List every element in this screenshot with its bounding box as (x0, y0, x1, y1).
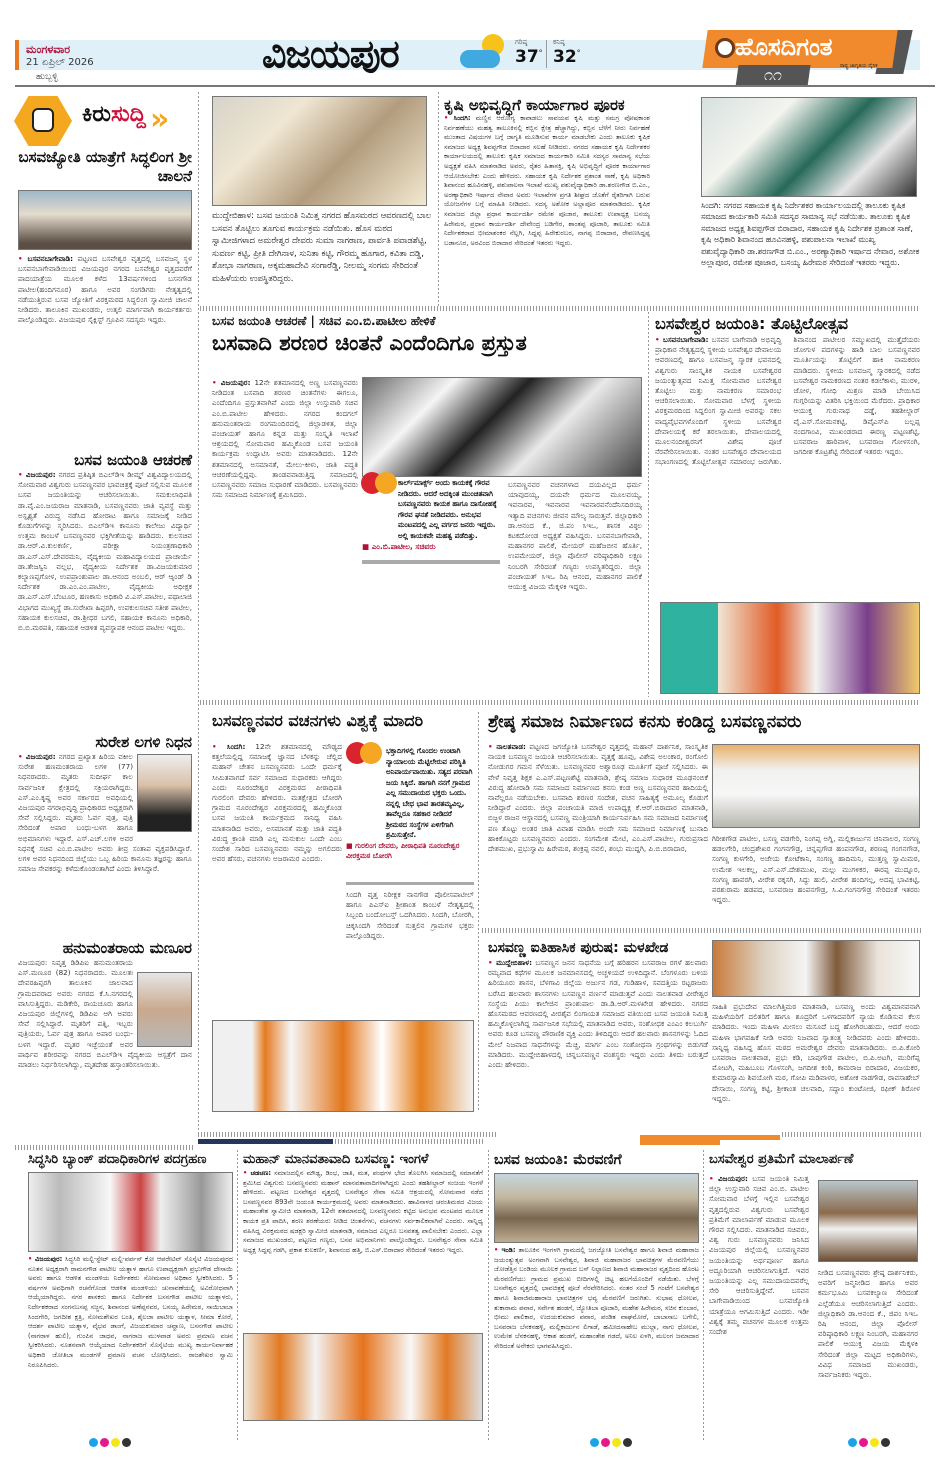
registration-dot-cyan (89, 1438, 98, 1447)
dateline: • ಬಸವನಬಾಗೇವಾಡಿ: (18, 254, 73, 263)
dateline: • ವಿಜಯಪುರ: (212, 378, 250, 387)
pull-quote-attribution: ■ ಎಂ.ಬಿ.ಪಾಟೀಲ, ಸಚಿವರು (362, 541, 500, 552)
article-body (444, 114, 650, 248)
body-text: ನಗರದ ಪ್ರತಿಷ್ಠಿತ ಬಿಎಲ್‌ಡಿಇ ಡೀಮ್ಡ್ ವಿಶ್ವವಿದ್ಯಾಲಯದಲ್ಲಿ ಸೋಮವಾರ ವಿಶ್ವಗುರು ಬಸವಣ್ಣನವರ ಭಾವಚಿತ್ರಕ್ಕೆ ಪೂಜೆ ಸಲ್ಲಿಸುವ ಮೂಲಕ ಬಸವ ಜಯಂತಿಯನ್ನು ಆಚರಿಸಲಾಯಿತು. ಸಮಕುಲಾಧಿಪತಿ ಡಾ.ವೈ.ಎಂ.ಜಯರಾಜ ಮಾತನಾಡಿ, ಬಸವಣ್ಣನವರು ಜಾತಿ ವ್ಯವಸ್ಥೆ ಮತ್ತು ಅಸ್ಪೃಶ್ಯತೆ ವಿರುದ್ಧ ನಡೆಸಿದ ಹೋರಾಟ ಹಾಗೂ ಸಮಾಜಕ್ಕೆ ನೀಡಿದ ಕೊಡುಗೆಗಳನ್ನು ಸ್ಮರಿಸಿದರು. ಬಿಎಲ್‌ಡಿಇ ಕಾನೂನು ಕಾಲೇಜು ವಿದ್ಯಾರ್ಥಿ ಉತ್ತಮ ಕಾಂಬಳೆ ಬಸವಣ್ಣನವರ ಭಕ್ತಿಗೀತೆಯನ್ನು ಹಾಡಿದರು. ಕುಲಸಚಿವ ಡಾ.ಆರ್.ವಿ.ಕುಲಕರ್ಣಿ, ಪರೀಕ್ಷಾ ನಿಯಂತ್ರಣಾಧಿಕಾರಿ ಡಾ.ಎಸ್.ಎಸ್.ದೇವರಮನಿ, ವೈದ್ಯಕೀಯ ಮಹಾವಿದ್ಯಾಲಯದ ಪ್ರಾಚಾರ್ಯೆ ಡಾ.ತೇಜಸ್ವಿನಿ ವಲ್ಲಭ, ವೈದ್ಯಕೀಯ ನಿರ್ದೇಶಕ ಡಾ.ವಿಜಯಕುಮಾರ ಕಲ್ಯಾಣಪ್ಪಗೋಳ, ಉಪಪ್ರಾಂಶುಪಾಲ ಡಾ.ಆನಂದ ಅಂಬಲಿ, ಆರ್ ಆ್ಯಂಡ್ ಡಿ ನಿರ್ದೇಶಕ ಡಾ.ಎಂ.ಎಂ.ಪಾಟೀಲ, ವೈದ್ಯಕೀಯ ಅಧೀಕ್ಷಕ ಡಾ.ಎಸ್.ಎಸ್.ಬೆಂಟೂರ, ಹಣಕಾಸು ಅಧಿಕಾರಿ ವಿ.ಎಸ್.ಪಾಟೀಲ, ಪಥಾಲಾಜಿ ವಿಭಾಗದ ಮುಖ್ಯಸ್ಥೆ ಡಾ.ಸುರೇಖಾ ಹಿಪ್ಪರಗಿ, ಉಪಕುಲಸಚಿವ ಸತೀಶ ಪಾಟೀಲ, ಸಹಾಯಕ ಕುಲಸಚಿವ, ಡಾ.ಶ್ರೀಧರ ಬಗಲಿ, ಸಹಾಯಕ ಕಾನೂನು ಅಧಿಕಾರಿ, ಬಿ.ಬಿ.ಮಠಪತಿ, ಸಹಾಯಕ ಆಡಳಿತ ವ್ಯವಸ್ಥಾಪಕ ಆನಂದ ಪಾಟೀಲ ಇದ್ದರು. (18, 470, 192, 633)
temp-max-value: 37 (515, 47, 539, 67)
photo-caption: ಗಿರೀಶಗೌಡ ಪಾಟೀಲ, ಬಸಣ್ಣ ವಡಗೇರಿ, ನಿಂಗಪ್ಪ ಅಗ್ನಿ, ಮಲ್ಲಿಕಾರ್ಜುನ ಚನಿವಾಲರ, ಸಂಗಣ್ಣ ಹಡಲಗೇರಿ, ಚಂದ್ರಶೇಖರ ಗಂಗನಗೌಡ್ರ, ಚನ್ನಪ್ಪಗೌಡ ಹಂಪನಗೌಡ, ಶರಣಪ್ಪ ಗಂಗನಗೌಡ, ಸಂಗಣ್ಣ ಕುಳಗೇರಿ, ಅಜೇಯ ಕೋಟೆಕಾನಿ, ಸಂಗಣ್ಣ ಹಾದಿಮನಿ, ಮುತ್ತಣ್ಣ ಸ್ವಾಮಿಮಠ, ಉಮೇಶ ಇಲಕಲ್ಲ, ಎಸ್.ಎಸ್.ದೇಶಮುಖ, ಮಲ್ಲು ಮುಗಳಿಕರ, ಈರಪ್ಪ ಮುದ್ನೂರ, ಸಂಗಣ್ಣ ಹಾವರಗಿ, ವೀರೇಶ ರಕ್ಕಸಗಿ, ಸಿದ್ದು ಹುಲಿ, ವೀರೇಶ ಹಂದಿಗಲ್ಲ, ಅದಪ್ಪ ಭಾವಿಕಟ್ಟಿ, ಪರಶುರಾಮ ಹಡಪದ, ಬಸವರಾಜ ಹಂಪನಗೌಡ್ರ, ಸಿ.ವಿ.ಗಂಗನಗೌಡ್ರ ಸೇರಿದಂತೆ ಇತರರು ಇದ್ದರು. (712, 834, 920, 905)
body-text: ಸಮಾಜದಲ್ಲಿನ ಮೌಢ್ಯ, ಡಿಂಭ, ಜಾತಿ, ಮತ, ಪಂಥಗಳ ಭೇದ ತೊಲಗಿಸಿ ಸಮಾಜದಲ್ಲಿ ಸಮಾನತೆಗೆ ಶ್ರಮಿಸಿದ ವಿಶ್ವಗುರು ಬಸವಣ್ಣನವರು ಮಹಾನ್ ಮಾನವತಾವಾದಿಗಳಾಗಿದ್ದರು ಎಂದು ತಹಶೀಲ್ದಾರ್ ಸಂಜಯ ಇಂಗಳೆ ಹೇಳಿದರು. ಪಟ್ಟಣದ ಬಸವೇಶ್ವರ ವೃತ್ತದಲ್ಲಿ ಬಸವೇಶ್ವರ ಸೇವಾ ಸಮಿತಿ ಆಶ್ರಯದಲ್ಲಿ ಸೋಮವಾರ ನಡೆದ ಬಸವಣ್ಣನವರ 893ನೇ ಜಯಂತಿ ಕಾರ್ಯಕ್ರಮದಲ್ಲಿ ಅವರು ಮಾತನಾಡಿದರು. ಹಾವಿನಾಳದ ಚರಂತಿಮಠದ ವಿಜಯ ಮಹಾಂತೇಶ ಸ್ವಾಮೀಜಿ ಮಾತನಾಡಿ, 12ನೇ ಶತಮಾನದಲ್ಲಿ ಬಸವಣ್ಣನವರು ಕಟ್ಟಿದ ಅನುಭವ ಮಂಟಪದ ಮೂಲಕ ಕಾಯಕ ಪ್ರತಿ ಪಾದಿಸಿ, ಶರಣ ಶರಣೆಯರು ನೀಡಿದ ಚಿಂತನೆಗಳು, ವಚನಗಳು ಸರ್ವಕಾಲಿಕವಾಗಿವೆ ಎಂದರು. ಸಾನ್ನಿಧ್ಯ ವಹಿಸಿದ್ದ ವಿರಕ್ತಮಠದ ಷಡಕ್ಷರಿ ಸ್ವಾಮೀಜಿ ಮಾತನಾಡಿ, ಸಮಾಜದ ಎಲ್ಲರೂ ಬಸವತತ್ವ ಪಾಲಿಸಬೇಕು ಎಂದರು. ಎಲ್ಲಾ ಸಮಾಜದ ಮುಖಂಡರು, ಪಟ್ಟಣದ ಗಣ್ಯರು, ಬಸವ ಅಭಿಮಾನಿಗಳು ಪಾಲ್ಗೊಂಡಿದ್ದರು. ಬಸವೇಶ್ವರ ಸೇವಾ ಸಮಿತಿ ಅಧ್ಯಕ್ಷ ಸಿದ್ದಪ್ಪ ಗಡಗಿ, ಪ್ರಕಾಶ ಕುಲಕರ್ಣಿ, ಶಿವಾನಂದ ಹತ್ತಿ, ಬಿ.ಎಸ್.ಬಿರಾದಾರ ಸೇರಿದಂತೆ ಇತರರು ಇದ್ದರು. (243, 1169, 483, 1254)
section-accent-bar (640, 1140, 720, 1145)
kirusuddi-label-b: ಸುದ್ದಿ (110, 102, 146, 127)
registration-dot-magenta (859, 1438, 868, 1447)
photo-sindagi-meeting (701, 97, 917, 197)
masthead-date: 21 ಏಪ್ರಿಲ್ 2026 (26, 57, 94, 68)
section-rule (200, 306, 920, 311)
section-rule (782, 1132, 922, 1137)
article-meravanige (494, 1150, 699, 1352)
article-suresh-lagali (18, 732, 192, 874)
temp-divider (546, 40, 547, 68)
article-basava-acharane (18, 450, 192, 633)
article-body (212, 378, 358, 698)
dateline: • ವಿಜಯಪುರ: (18, 470, 56, 479)
body-text: ಪಟ್ಟಣದ ಬಸವೇಶ್ವರ ವೃತ್ತದಲ್ಲಿ ಬಸವಜನ್ಮ ಸ್ಥಳ ಬಸವನಬಾಗೇವಾಡಿಯಿಂದ ವಿಜಯಪುರ ನಗರದ ಬಸವೇಶ್ವರ ವೃತ್ತದವರೆಗೆ ಪಾದಯಾತ್ರೆಯ ಮೂಲಕ ಕಳೆದ 13ವರ್ಷಗಳಿಂದ ಬಸನಗೌಡ ಪಾಟೀಲ(ಹಂದಿಗನೂರ) ಹಾಗೂ ಅವರ ಸಂಗಡಿಗರು ನೇತೃತ್ವದಲ್ಲಿ ನಡೆಯುತ್ತಿರುವ ಬಸವ ಜ್ಯೋತಿಗೆ ವಿರಕ್ತಮಠದ ಸಿದ್ಧಲಿಂಗ ಸ್ವಾಮೀಜಿ ಚಾಲನೆ ನೀಡಿದರು. ತಾಲೂಕಿನ ಮುಖಂಡರು, ಉತ್ಕಲಿ ಮಾರ್ಗವಾಗಿ ಕಾರ್ಯಕರ್ತರು ಪಾಲ್ಗೊಂಡಿದ್ದರು. ವಿಜಯಪುರ ಸೈಕ್ಲಿಸ್ಟ್ ಗ್ರೂಪಿನ ಸದಸ್ಯರು ಇದ್ದರು. (18, 254, 192, 325)
dateline: • ಇಂಡಿ: (494, 1246, 515, 1254)
dateline: • ವಿಜಯಪುರ: (28, 1255, 62, 1263)
article-body (28, 1255, 233, 1370)
article-body (243, 1169, 483, 1329)
column-divider (198, 92, 199, 1132)
pull-quote-rule (362, 560, 500, 564)
temp-min-value: 32 (553, 47, 577, 67)
article-body (488, 742, 708, 927)
column-divider (648, 312, 649, 697)
article-thottilothsava (655, 313, 920, 587)
body-text: ತಾಲೂಕಿನ ಇಂಗಳಗಿ ಗ್ರಾಮದಲ್ಲಿ ಜಗಜ್ಯೋತಿ ಬಸವೇಶ್ವರ ಹಾಗೂ ಶಿವಾಜಿ ಮಹಾರಾಜ ಜಯಂತ್ಯುತ್ಸವ ಅಂಗವಾಗಿ ಬಸವೇಶ್ವರ, ಶಿವಾಜಿ ಮಹಾರಾಜರ ಭಾವಚಿತ್ರಗಳ ಮೆರವಣಿಗೆಯು ಜೋಡೆತ್ತಿನ ಬಂಡಿಯ ಮೂಲಕ ಗ್ರಾಮದ ಬಸ್ ನಿಲ್ದಾಣದ ಶಿವಾಜಿ ಮಹಾರಾಜರ ವೃತ್ತದಿಂದ ಹೊರಟ ಮೆರವಣಿಗೆಯು ಗ್ರಾಮದ ಪ್ರಮುಖ ಬೀದಿಗಳಲ್ಲಿ ಚಿಟ್ಟ ಹಲಗೆಯೊಂದಿಗೆ ನಡೆಯಿತು. ಬೆಳಗ್ಗೆ ಬಸವೇಶ್ವರ ವೃತ್ತದಲ್ಲಿ ಭಾವಚಿತ್ರಕ್ಕೆ ಪೂಜೆ ನೆರವೇರಿಸಿದರು. ನಂತರ ಸಂಜೆ 5 ಗಂಟೆಗೆ ಬಸವೇಶ್ವರ ಹಾಗೂ ಶಿವಾಜಿಮಹಾರಾಜ ಭಾವಚಿತ್ರಗಳ ಭವ್ಯ ಮೆರವಣಿಗೆ ಜರುಗಿತು. ಸುಭಾಷ ಧೋಲಪ, ತುಕಾರಾಮ ಪವಾರ, ಸರ್ವೇಶ ಹಂಡಗೆ, ಜ್ಯೋತಿಬಾ ಪೂಜಾರಿ, ಮಹೇಶ ಹಿರೇಮಠ, ಸಚಿನ ಕುಂಬಾರ, ಭೀಮು ಪಾಲಿಕಾರ, ಉದಯಕುಮಾರ ಪವಾರ, ಪಂಡಿತ ವಾಘಮೋರೆ, ಬಾಬಾಸಾಬ ಬಗೇಲಿ, ಬಸವರಾಜ ಬೆನಕನಹಳ್ಳಿ, ಮಲ್ಲಿಕಾರ್ಜುನ ಲಿಗಾಡೆ, ಹಮೀದಸಾಹೇಬ ಮುಲ್ಲಾ, ನಾಗು ಧೋಲಪ, ಉಮೇಶ ಬೆನಕನಹಳ್ಳಿ, ಆಕಾಶ ಹಂಡಗೆ, ಮಹಾಂತೇಶ ಗಡದೆ, ಅನಿಲ ಏಳಗಿ, ಮಲಂಗ ಜಮಾದಾರ ಸೇರಿದಂತೆ ಅನೇಕರು ಭಾಗವಹಿಸಿದ್ದರು. (494, 1246, 699, 1350)
article-body: ಬಸವಣ್ಣನವರ ವಚನಗಳಾದ ದಯವಿಲ್ಲದ ಧರ್ಮ ಯಾವುದಯ್ಯ, ದಯವೇ ಧರ್ಮದ ಮೂಲವಯ್ಯ, ಇವನಾರವ, ಇವನಾರವ ಇವನಾರವನೆಂದೆನಿಸದಿರಯ್ಯ ಇತ್ಯಾದಿ ವಚನಗಳು ಜೀವನ ಮೌಲ್ಯ ಸಾರುತ್ತವೆ. ಜಿಲ್ಲಾಧಿಕಾರಿ ಡಾ.ಆನಂದ ಕೆ., ಜಿ.ಪಂ ಸಿಇಒ, ಶಾಸಕ ವಿಠ್ಠಲ ಕಟಕದೋಂಡ ಅಧ್ಯಕ್ಷತೆ ವಹಿಸಿದ್ದರು. ಬಸವನಬಾಗೇವಾಡಿ, ಮಹಾನಗರ ಪಾಲಿಕೆ, ಮೇಯರ್ ಮಹೆಜಬೀನ ಹೊರ್ತಿ, ಉಪಮೇಯರ್, ಜಿಲ್ಲಾ ಪೊಲೀಸ್ ವರಿಷ್ಠಾಧಿಕಾರಿ ಲಕ್ಷ್ಮಣ ನಿಂಬರಗಿ ಸೇರಿದಂತೆ ಗಣ್ಯರು ಉಪಸ್ಥಿತರಿದ್ದರು. ಜಿಲ್ಲಾ ಪಂಚಾಯತ್ ಸಿಇಒ ರಿಷಿ ಆನಂದ, ಮಹಾನಗರ ಪಾಲಿಕೆ ಆಯುಕ್ತ ವಿಜಯ ಮೆಕ್ಕಳಕಿ ಇದ್ದರು. (508, 480, 642, 592)
photo-hanumantharaya (137, 972, 192, 1047)
article-body (655, 335, 920, 587)
article-body (488, 958, 708, 1126)
dateline: • ಬಸವನಬಾಗೇವಾಡಿ: (655, 335, 709, 344)
article-body (212, 742, 342, 1007)
registration-dot-black (122, 1438, 131, 1447)
headline: ಮಹಾನ್ ಮಾನವತಾವಾದಿ ಬಸವಣ್ಣ: ಇಂಗಳೆ (243, 1152, 429, 1167)
dateline: • ಸಿಂದಗಿ: (444, 114, 471, 122)
masthead-accent (15, 40, 19, 70)
article-body (18, 254, 192, 325)
body-text: ಬಸವ ಜಯಂತಿ ನಿಮಿತ್ತ ಜಿಲ್ಲಾ ಉಸ್ತುವಾರಿ ಸಚಿವ ಎಂ.ಬಿ. ಪಾಟೀಲ ಸೋಮವಾರ ಬೆಳಗ್ಗೆ ಇಲ್ಲಿನ ಬಸವೇಶ್ವರ ವೃತ್ತದಲ್ಲಿರುವ ವಿಶ್ವಗುರು ಬಸವೇಶ್ವರ ಪ್ರತಿಮೆಗೆ ಮಾಲಾರ್ಪಣೆ ಮಾಡುವ ಮೂಲಕ ಗೌರವ ಸಲ್ಲಿಸಿದರು. ಮಾತನಾಡಿದ ಸಚಿವರು, ವಿಶ್ವ ಗುರು ಬಸವಣ್ಣನವರು ಜನಿಸಿದ ವಿಜಯಪುರ ಜಿಲ್ಲೆಯಲ್ಲಿ ಬಸವಣ್ಣನವರ ಜಯಂತಿಯನ್ನು ಅರ್ಥಪೂರ್ಣ ಹಾಗೂ ಅದ್ದೂರಿಯಾಗಿ ಆಚರಿಸಲಾಗುತ್ತಿದೆ. ಇವರ ಜಯಂತಿಯನ್ನು ಎಲ್ಲ ಸಮುದಾಯದವರೆಲ್ಲ ಸೇರಿ ಆಚರಿಸುತ್ತಿದ್ದೇವೆ. ಬಸವನ ಬಾಗೇವಾಡಿಯಿಂದ ಬಸವಜ್ಯೋತಿ ಯಾತ್ರೆಯೂ ಆಗಮಿಸುತ್ತಿದೆ ಎಂದರು. ಇಡೀ ವಿಶ್ವಕ್ಕೆ ತಮ್ಮ ವಚನಗಳ ಮೂಲಕ ಉತ್ತಮ ಸಂದೇಶ (709, 1174, 809, 1337)
registration-dot-yellow (870, 1438, 879, 1447)
page-number: ೧೧ (735, 65, 810, 87)
article-malakheda (488, 938, 708, 1126)
body-text: ಸಿದ್ಧಸಿರಿ ಮಲ್ಟಿ-ಸ್ಟೇಟ್ ಮಲ್ಟಿ-ಪರ್ಪಸ್ ಕೋ ಆಪರೇಟಿವ್ ಸೊಸೈಟಿ ವಿಜಯಪುರದ ನೂತನ ಅಧ್ಯಕ್ಷರಾಗಿ ರಾಮನಗೌಡ ಪಾಟೀಲ ಯತ್ನಾಳ ಹಾಗೂ ಉಪಾಧ್ಯಕ್ಷರಾಗಿ ಪ್ರಭುಗೌಡ ದೇಸಾಯಿ ಅವರು ಹಾಗೂ ಆಡಳಿತ ಮಂಡಳಿಯ ನಿರ್ದೇಶಕರು ಸೋಮವಾರ ಅಧಿಕಾರ ಸ್ವೀಕರಿಸಿದರು. 5 ವರ್ಷಗಳ ಅವಧಿಗಾಗಿ ರಚನೆಗೊಂಡ ಆಡಳಿತ ಮಂಡಳಿಯು ಚುನಾವಣೆಯಲ್ಲಿ ಅವಿರೋಧವಾಗಿ ಆಯ್ಕೆಯಾಗಿದ್ದರು. ನಗರ ಶಾಸಕರು ಹಾಗೂ ನಿರ್ದೇಶಕ ಬಸನಗೌಡ ಪಾಟೀಲ ಯತ್ನಾಳರು, ನಿರ್ದೇಶಕರಾದ ಸಂಗನಬಸಪ್ಪ ಸಜ್ಜನ, ಶಿವಾನಂದ ಅಣೆಪ್ಪನವರ, ಬಸಯ್ಯ ಹಿರೇಮಠ, ಸಾಯಿಬಾಬಾ ಸಿಂದಗೇರಿ, ಜಗದೀಶ ಕ್ಷತ್ರಿ, ಸೋಮಶೇಖರ ಬಂತಿ, ಶೈಲಜಾ ಪಾಟೀಲ ಯತ್ನಾಳ, ಸೀಮಾ ಕೋರೆ, ಆದರ್ಶ ಪಾಟೀಲ ಯತ್ನಾಳ, ವೈಭವ ಡಾಂಗೆ, ವಿಜಯಕುಮಾರ ಚವ್ಹಾಣ, ಬಸನಗೌಡ ಪಾಟೀಲ (ನಾಗರಾಳ ಹುಲಿ), ಗುಂಪಿನ ಜಾಧವ, ನಾಗರಾಜ ಮುಳವಾಡ ಅವರು ಪ್ರಮಾಣ ವಚನ ಸ್ವೀಕರಿಸಿದರು. ನೂತನವಾಗಿ ಆಯ್ಕೆಯಾದ ನಿರ್ದೇಶಕರಿಗೆ ಸೊಸೈಟಿಯ ಮುಖ್ಯ ಕಾರ್ಯನಿರ್ವಾಹಕ ಅಧಿಕಾರಿ ಜೋತಿಬಾ ಮಂಡಗಳೆ ಪ್ರಮಾಣ ವಚನ ಬೋಧಿಸಿದರು. ರಾಜಶೇಖರ ಸ್ವಾಮಿ ನಿರೂಪಿಸಿದರು. (28, 1255, 233, 1369)
photo-basava-jyothi (18, 190, 192, 250)
section-rule (482, 928, 922, 933)
column-divider (478, 712, 479, 1112)
photo-thottilothsava (660, 602, 920, 694)
partly-cloudy-icon (460, 50, 500, 68)
dateline: • ಮುದ್ದೇಬಿಹಾಳ: (488, 958, 532, 967)
registration-dot-black (881, 1438, 890, 1447)
headline: ಬಸವ ಜಯಂತಿ ಆಚರಣೆ (74, 451, 192, 469)
body-text: 12ನೇ ಶತಮಾನದಲ್ಲಿ ಅಣ್ಣ ಬಸವಣ್ಣನವರು ನೀಡಿದಂತ ಬಸವಾದಿ ಶರಣರ ಚಿಂತನೆಗಳು ಈಗಲೂ, ಎಂದೆಂದಿಗೂ ಪ್ರಸ್ತುತವಾಗಿವೆ ಎಂದು ಜಿಲ್ಲಾ ಉಸ್ತುವಾರಿ ಸಚಿವ ಎಂ.ಬಿ.ಪಾಟೀಲ ಹೇಳಿದರು. ನಗರದ ಕಂದಗಲ್ ಹನುಮಂತರಾಯ ರಂಗಮಂದಿರದಲ್ಲಿ ಜಿಲ್ಲಾಡಳಿತ, ಜಿಲ್ಲಾ ಪಂಚಾಯತ್ ಹಾಗೂ ಕನ್ನಡ ಮತ್ತು ಸಂಸ್ಕೃತಿ ಇಲಾಖೆ ಆಶ್ರಯದಲ್ಲಿ ಸೋಮವಾರ ಹಮ್ಮಿಕೊಂಡ ಬಸವ ಜಯಂತಿ ಕಾರ್ಯಕ್ರಮ ಉದ್ಘಾಟಿಸಿ ಅವರು ಮಾತನಾಡಿದರು. 12ನೇ ಶತಮಾನದಲ್ಲಿ ಅಸಮಾನತೆ, ಮೇಲು-ಕೀಳು, ಜಾತಿ ಪದ್ಧತಿ ಆಚರಣೆಯಲ್ಲಿದ್ದವು. ತಾಂಡವವಾಡುತ್ತಿದ್ದ ಸಮಾಜದಲ್ಲಿ ಬಸವಣ್ಣನವರು ಸಮಾಜ ಸುಧಾರಣೆ ಮಾಡಿದರು. ಬಸವಣ್ಣನವರು ಸಮ ಸಮಾಜದ ನಿರ್ಮಾಣಕ್ಕೆ ಶ್ರಮಿಸಿದರು. (212, 378, 358, 500)
temp-min (553, 38, 581, 67)
kirusuddi-label (82, 102, 146, 127)
headline: ಬಸವಾದಿ ಶರಣರ ಚಿಂತನೆ ಎಂದೆಂದಿಗೂ ಪ್ರಸ್ತುತ (212, 331, 527, 355)
headline: ಬಸವೇಶ್ವರ ಜಯಂತಿ: ತೊಟ್ಟಿಲೋತ್ಸವ (655, 314, 848, 333)
dateline: • ಚಡಚಣ: (243, 1169, 271, 1177)
registration-dot-magenta (601, 1438, 610, 1447)
registration-dot-yellow (111, 1438, 120, 1447)
pull-quote-text: ಭಕ್ತಾದಿಗಳಲ್ಲಿ ಗೊಂದಲ ಉಂಟಾಗಿ ನ್ಯಾಯಾಲಯ ಮೆಟ್ಟಿಲೇರುವ ಪರಿಸ್ಥಿತಿ ಅನಿವಾರ್ಯವಾಯಿತು. ಸತ್ಯದ ಪರವಾಗಿ ಜಯ ಸಿಕ್ಕಿದೆ. ಹಾಗಾಗಿ ನನಗೆ ಗ್ರಾಮದ ಎಲ್ಲ ಸಮುದಾಯದ ಭಕ್ತರು ಒಂದು. ನನ್ನಲ್ಲಿ ಬೇಧ ಭಾವ ತಾರತಮ್ಯವಿಲ್ಲ, ತಾವೆಲ್ಲರೂ ಸಹಕಾರ ನೀಡಿದರೆ ಶ್ರೀಮಠದ ಸಂಸ್ಥೆಗಳ ಏಳಿಗೆಗಾಗಿ ಶ್ರಮಿಸುತ್ತೇನೆ. (386, 747, 473, 839)
photo-mb-patil-speaking (362, 377, 642, 477)
brand-name: ಹೊಸದಿಗಂತ (735, 33, 833, 61)
headline: ಶ್ರೇಷ್ಠ ಸಮಾಜ ನಿರ್ಮಾಣದ ಕನಸು ಕಂಡಿದ್ದ ಬಸವಣ್ಣನವರು (488, 712, 802, 732)
headline: ಬಸವಣ್ಣನವರ ವಚನಗಳು ವಿಶ್ವಕ್ಕೆ ಮಾದರಿ (212, 711, 424, 730)
masthead-rule (15, 85, 935, 87)
photo-shreshta (712, 744, 920, 828)
column-divider (438, 92, 439, 307)
body-text: ಪಟ್ಟಣದ ಜಗಜ್ಯೋತಿ ಬಸವೇಶ್ವರ ವೃತ್ತದಲ್ಲಿ ಮಹಾನ್ ದಾರ್ಶನಿಕ, ಸಾಂಸ್ಕೃತಿಕ ನಾಯಕ ಬಸವಣ್ಣನ ಜಯಂತಿ ಆಚರಿಸಲಾಯಿತು. ವೃತ್ತಕ್ಕೆ ಹೂವು, ವಿಶೇಷ ಅಲಂಕಾರ, ರಂಗೋಲಿ ನೋಡುಗರ ಗಮನ ಸೆಳೆಯಿತು. ಬಸವಣ್ಣನವರ ಅಶ್ವಾರೂಢ ಮೂರ್ತಿಗೆ ಪೂಜೆ ಸಲ್ಲಿಸಿದರು. ಈ ವೇಳೆ ನಿವೃತ್ತ ಶಿಕ್ಷಕ ಎ.ಎಸ್.ಪಟ್ಟಣಶೆಟ್ಟಿ ಮಾತನಾಡಿ, ಶ್ರೇಷ್ಠ ಸಮಾಜ ಸುಧಾರಕ ಮೂಢನಂಬಿಕೆ ವಿರುದ್ಧ ಹೋರಾಡಿ ಸಮ ಸಮಾಜದ ನಿರ್ಮಾಣದ ಕನಸು ಕಂಡ ಅಣ್ಣ ಬಸವಣ್ಣನವರ ಹಾದಿಯಲ್ಲಿ ನಾವೆಲ್ಲರೂ ನಡೆಯಬೇಕು. ಬಸವಾದಿ ಶರಣರ ಸಂದೇಶ, ವಚನ ಸಾಹಿತ್ಯಕ್ಕೆ ಅಮೂಲ್ಯ ಕೊಡುಗೆ ನೀಡಿದ್ದಾರೆ ಎಂದರು. ಜಿಲ್ಲಾ ಪಂಚಾಯತಿ ಮಾಜಿ ಉಪಾಧ್ಯಕ್ಷ ಕೆ.ಆರ್.ಬಿರಾದಾರ ಮಾತನಾಡಿ, ಬಿಜ್ಜಳ ರಾಜನ ಆಸ್ಥಾನದಲ್ಲಿ ಬಸವಣ್ಣ ಮಂತ್ರಿಯಾಗಿ ಕಾರ್ಯನಿರ್ವಹಿಸಿ ಸಮ ಸಮಾಜದ ನಿರ್ಮಾಣಕ್ಕೆ ಪಣ ತೊಟ್ಟು ಅಂತರ ಜಾತಿ ವಿವಾಹ ಮಾಡಿಸಿ ಅಂದೇ ಸಮ ಸಮಾಜದ ನಿರ್ಮಾಣಕ್ಕೆ ಬುನಾದಿ ಹಾಕಿಕೊಟ್ಟರು ಬಸವಣ್ಣನವರು ಎಂದರು. ಸಂಗಮೇಶ ಮೇಟಿ, ಎಂ.ಎಸ್.ಪಾಟೀಲ, ಗುರುಪ್ರಸಾದ ದೇಶಮುಖ, ಪ್ರಭುಸ್ವಾಮಿ ಹಿರೇಮಠ, ಶಂಕ್ರಪ್ಪ ನವಲಿ, ಶಂಭು ಮುದ್ದಗಿ, ಪಿ.ಬಿ.ಬಿರಾದಾರ, (488, 742, 708, 854)
article-krushi (444, 96, 650, 248)
photo-basaveshwara-statue (818, 1180, 918, 1262)
headline: ಬಸವಣ್ಣ ಐತಿಹಾಸಿಕ ಪುರುಷ: ಮಳಖೇಡ (488, 940, 669, 956)
section-accent-bar (198, 1139, 333, 1144)
kirusuddi-label-a: ಕಿರು (82, 102, 111, 127)
chevron-right-icon: » (150, 102, 170, 137)
article-body: ನೀಡಿದ ಬಸವಣ್ಣನವರು ಶ್ರೇಷ್ಠ ದಾರ್ಶನಿಕರು, ಅವರಿಗೆ ಜನ್ಮನೀಡಿದ ಹಾಗೂ ಅವರ ಕರ್ಮಭೂಮಿ ಬಸವಕಲ್ಯಾಣ ಸೇರಿದಂತೆ ಎಲ್ಲೆಡೆಯೂ ಆಚರಿಸಲಾಗುತ್ತಿದೆ ಎಂದರು. ಜಿಲ್ಲಾಧಿಕಾರಿ ಡಾ.ಆನಂದ ಕೆ., ಜಿಪಂ ಸಿಇಒ ರಿಷಿ ಆನಂದ, ಜಿಲ್ಲಾ ಪೊಲೀಸ್ ವರಿಷ್ಠಾಧಿಕಾರಿ ಲಕ್ಷ್ಮಣ ನಿಂಬರಗಿ, ಮಹಾನಗರ ಪಾಲಿಕೆ ಆಯುಕ್ತ ವಿಜಯ ಮೆಕ್ಕಳಕಿ ಸೇರಿದಂತೆ ಜಿಲ್ಲಾ ಮಟ್ಟದ ಅಧಿಕಾರಿಗಳು, ವಿವಿಧ ಸಮಾಜದ ಮುಖಂಡರು, ಸಾರ್ವಜನಿಕರು ಇದ್ದರು. (818, 1268, 918, 1380)
page-title: ವಿಜಯಪುರ (262, 32, 399, 76)
pull-quote-text: ಕಾರ್ಲ್‌ಮಾರ್ಕ್ಸ್ ಅಂದು ಕಾಯಕಕ್ಕೆ ಗೌರವ ನೀಡಿದರು. ಆದರೆ ಅದಕ್ಕಿಂತ ಮುಂಚಿತವಾಗಿ ಬಸವಣ್ಣನವರು ಕಾಯಕ ಹಾಗೂ ದಾಸೋಹಕ್ಕೆ ಗೌರವ ಘನತೆ ನೀಡಿದವರು. ಅನುಭವ ಮಂಟಪದಲ್ಲಿ ಎಲ್ಲ ವರ್ಗದ ಜನರು ಇದ್ದರು. ಅಲ್ಲಿ ಕಾಯಕವೇ ಮಹತ್ವ ಪಡೆದಿತ್ತು. (398, 479, 497, 540)
photo-malakheda (712, 940, 920, 997)
brand-logo-icon (715, 38, 735, 58)
temp-max-label: ಗರಿಷ್ಠ (515, 38, 528, 46)
article-ingale (243, 1150, 483, 1421)
photo-hosamata (212, 96, 427, 206)
headline: ಬಸವಜ್ಯೋತಿ ಯಾತ್ರೆಗೆ ಸಿದ್ಧಲಿಂಗ ಶ್ರೀ ಚಾಲನೆ (18, 148, 192, 185)
pull-quote (346, 746, 474, 861)
body-text: 12ನೇ ಶತಮಾನದಲ್ಲಿ ಮೌಢ್ಯದ ಕತ್ತಲೆಯಲ್ಲಿದ್ದ ಸಮಾಜಕ್ಕೆ ಜ್ಞಾನದ ಬೆಳಕನ್ನು ಚೆಲ್ಲಿದ ಮಹಾನ್ ಚೇತನ ಬಸವಣ್ಣನವರು ಒಂದೇ ಧರ್ಮಕ್ಕೆ ಸೀಮಿತವಾಗದೆ ಸರ್ವ ಸಮಾಜದ ಸುಧಾರಕರು ಆಗಿದ್ದರು ಎಂದು ನೂರಂದೇಶ್ವರ ವಿರಕ್ತಮಠದ ಪೀಠಾಧಿಪತಿ ಗುರಲಿಂಗ ದೇವರು ಹೇಳಿದರು. ಮತಕ್ಷೇತ್ರದ ಬೋರಗಿ ಗ್ರಾಮದ ನೂರಂದೇಶ್ವರ ವಿರಕ್ತಮಠದಲ್ಲಿ ಹಮ್ಮಿಕೊಂಡ ಬಸವ ಜಯಂತಿ ಕಾರ್ಯಕ್ರಮದ ಸಾನಿಧ್ಯ ವಹಿಸಿ ಮಾತನಾಡಿದ ಅವರು, ಅಸಮಾನತೆ ಮತ್ತು ಜಾತಿ ಪದ್ಧತಿ ವಿರುದ್ಧ ಕ್ರಾಂತಿ ಮಾಡಿ ಎಲ್ಲ ಮನುಕುಲ ಒಂದೇ ಎಂಬ ಸಂದೇಶ ಸಾರಿದ ಬಸವಣ್ಣನವರು ನಮ್ಮನ್ನು ಅಗಲಿದರು ಅವರ ಹೆಸರು, ವಚನಗಳು ಅಜರಾಮರ ಎಂದರು. (212, 742, 342, 864)
article-basava-jyothi (18, 148, 192, 325)
article-malarpane (709, 1150, 924, 1170)
article-vachana (212, 710, 474, 732)
dateline: • ಸಿಂದಗಿ: (212, 742, 245, 751)
masthead-day: ಮಂಗಳವಾರ (26, 43, 71, 56)
degree-symbol: ° (538, 48, 543, 58)
column-divider (488, 1150, 489, 1440)
print-registration-marks (848, 1438, 890, 1447)
headline: ಬಸವೇಶ್ವರ ಪ್ರತಿಮೆಗೆ ಮಾಲಾರ್ಪಣೆ (709, 1152, 854, 1167)
article-body: ವಿಜಯಪುರ: ನಿವೃತ್ತ ಡಿಡಿಪಿಐ ಹನುಮಂತರಾಯ ಎಸ್.ಮಣೂರ (82) ನಿಧನರಾದರು. ಮೂಲತಃ ದೇವರಹಿಪ್ಪರಗಿ ತಾಲೂಕಿನ ಜಾಲವಾದ ಗ್ರಾಮದವರಾದ ಅವರು ನಗರದ ಕೆ.ಸಿ.ನಗರದಲ್ಲಿ ವಾಸಿಸುತ್ತಿದ್ದರು. ಮಡಿಕೇರಿ, ರಾಯಚೂರು ಹಾಗೂ ವಿಜಯಪುರ ಜಿಲ್ಲೆಗಳಲ್ಲಿ ಡಿಡಿಪಿಐ ಆಗಿ ಅವರು ಸೇವೆ ಸಲ್ಲಿಸಿದ್ದಾರೆ. ಮೃತರಿಗೆ ಪತ್ನಿ, ಇಬ್ಬರು ಪುತ್ರಿಯರು, ಓರ್ವ ಪುತ್ರ ಹಾಗೂ ಅಪಾರ ಬಂಧು-ಬಳಗ ಇದ್ದಾರೆ. ಮೃತರ ಇಚ್ಛೆಯಂತೆ ಅವರ ಪಾರ್ಥಿವ ಶರೀರವನ್ನು ನಗರದ ಬಿಎಲ್‌ಡಿಇ ವೈದ್ಯಕೀಯ ಆಸ್ಪತ್ರೆಗೆ ದಾನ ಮಾಡಲು ನಿರ್ಧರಿಸಲಾಗಿದ್ದು, ಮೃತದೇಹ ಹಸ್ತಾಂತರಿಸಲಾಯಿತು. (18, 958, 192, 1070)
masthead-edition: ಹುಬ್ಬಳ್ಳಿ (36, 72, 58, 82)
photo-ingale (243, 1333, 483, 1421)
headline: ಹನುಮಂತರಾಯ ಮಣೂರ (62, 939, 192, 957)
photo-vachana-event (212, 1020, 474, 1112)
dateline: • ವಿಜಯಪುರ: (18, 752, 56, 761)
kirusuddi-hand-icon (14, 96, 72, 146)
section-rule (335, 1139, 485, 1144)
article-siddasiri (28, 1150, 233, 1370)
kicker: ಬಸವ ಜಯಂತಿ ಆಚರಣೆ | ಸಚಿವ ಎಂ.ಬಿ.ಪಾಟೀಲ ಹೇಳಿಕೆ (212, 314, 436, 328)
registration-dot-magenta (100, 1438, 109, 1447)
registration-dot-cyan (590, 1438, 599, 1447)
article-body (18, 470, 192, 633)
registration-dot-yellow (612, 1438, 621, 1447)
brand-tagline: ರಾಷ್ಟ್ರ ಜಾಗೃತಿಯ ದೈನಿಕ (840, 63, 878, 69)
photo-siddasiri (28, 1172, 233, 1252)
print-registration-marks (590, 1438, 632, 1447)
section-rule (198, 1132, 498, 1137)
photo-meravanige (494, 1173, 699, 1243)
article-hanumantharaya (18, 938, 192, 1070)
body-text: ಮಣ್ಣಿನ ಆರೋಗ್ಯ ಕಾಪಾಡಲು ಸಾವಯವ ಕೃಷಿ ಮತ್ತು ಸಮಗ್ರ ಪೋಷಕಾಂಶ ನಿರ್ವಹಣೆಯು ಮಹತ್ವ ತಾಲೂಕಿನಲ್ಲಿ ಕಬ್ಬಿನ ಕ್ಷೇತ್ರ ಹೆಚ್ಚಾಗಿದ್ದು, ಕಬ್ಬಿನ ಬೆಳೆಗೆ ನೀರು ನಿರ್ವಹಣೆ ಮುಂತಾದ ವಿಷಯಗಳ ಬಗ್ಗೆ ಜಾಗೃತಿ ಮೂಡಿಸುವ ಕಾರ್ಯ ಮಾಡಬೇಕು ಎಂದು ತಾಲೂಕು ಕೃಷಿಕ ಸಮಾಜದ ಅಧ್ಯಕ್ಷ ಶಿವಪ್ಪಗೌಡ ಬಿರಾದಾರ ಸಲಹೆ ನೀಡಿದರು. ನಗರದ ಸಹಾಯಕ ಕೃಷಿ ನಿರ್ದೇಶಕರ ಕಾರ್ಯಾಲಯದಲ್ಲಿ ತಾಲೂಕು ಕೃಷಿಕ ಸಮಾಜದ ಕಾರ್ಯಕಾರಿ ಸಮಿತಿ ಸದಸ್ಯರ ಸಾಮಾನ್ಯ ಸಭೆಯ ಅಧ್ಯಕ್ಷತೆ ವಹಿಸಿ ಮಾತನಾಡಿದ ಅವರು, ರೈತರ ಹಿತಾಸಕ್ತಿ, ಕೃಷಿ ಅಭಿವೃದ್ಧಿಗೆ ಪೂರಕ ಕಾರ್ಯಾಗಾರ ಆಯೋಜಿಸಬೇಕು ಎಂದು ಹೇಳಿದರು. ಸಹಾಯಕ ಕೃಷಿ ನಿರ್ದೇಶಕ ಪ್ರಶಾಂತ ಸಾಣೆ, ಕೃಷಿ ಅಧಿಕಾರಿ ಶಿವಾನಂದ ಹೂವಿನಹಳ್ಳಿ, ಪಶುಪಾಲನಾ ಇಲಾಖೆ ಮುಖ್ಯ ಪಶುವೈದ್ಯಾಧಿಕಾರಿ ಡಾ.ಶರಣಗೌಡ ಬಿ.ಎಂ., ಅರಣ್ಯಾಧಿಕಾರಿ ಇರ್ಷಾದ ನೇವಾರ ಅವರು ಇಲಾಖೆಗಳ ಪ್ರಗತಿ ಶೀಘ್ರದ ಜೊತೆಗೆ ರೈತರಿಗಾಗಿ ಬರುವ ಯೋಜನೆಗಳ ಬಗ್ಗೆ ಮಾಹಿತಿ ನೀಡಿದರು. ಸದಸ್ಯ ಅಶೋಕ ಅಲ್ಲಾಪೂರ ಮಾತನಾಡಿದರು. ಕೃಷಿಕ ಸಮಾಜದ ಜಿಲ್ಲಾ ಪ್ರಧಾನ ಕಾರ್ಯದರ್ಶಿ ರಮೇಶ ಪೂಜಾರ, ತಾಲೂಕು ಉಪಾಧ್ಯಕ್ಷ ಬಸಯ್ಯ ಹಿರೇಮಠ, ಪ್ರಧಾನ ಕಾರ್ಯದರ್ಶಿ ದೇವೇಂದ್ರ ಬಡಿಗೇರ, ಶಾಂತಪ್ಪ ಪೂಜಾರಿ, ತಾಲೂಕು ಸಮಿತಿ ನಿರ್ದೇಶಕರಾದ ಭೀಮಾಶಂಕರ ನೆಲ್ಲಗಿ, ಸಿದ್ದಪ್ಪ ಹಿರೇಕುರಬರ, ನಾಗಪ್ಪ ಬಿರಾದಾರ, ರೇವಣಸಿದ್ದಪ್ಪ ಬಡಾನೂರ, ಅರವಿಂದ ಬಿರಾದಾರ ಸೇರಿದಂತೆ ಇತರರು ಇದ್ದರು. (444, 114, 650, 247)
registration-dot-cyan (848, 1438, 857, 1447)
article-shreshta (488, 710, 920, 734)
article-body (709, 1174, 809, 1426)
headline: ಸಿದ್ಧಸಿರಿ ಬ್ಯಾಂಕ್ ಪದಾಧಿಕಾರಿಗಳ ಪದಗ್ರಹಣ (28, 1152, 207, 1167)
column-divider (703, 1150, 704, 1440)
photo-caption: ಸಿಂದಗಿ: ನಗರದ ಸಹಾಯಕ ಕೃಷಿ ನಿರ್ದೇಶಕರ ಕಾರ್ಯಾಲಯದಲ್ಲಿ ತಾಲೂಕು ಕೃಷಿಕ ಸಮಾಜದ ಕಾರ್ಯಕಾರಿ ಸಮಿತಿ ಸದಸ್ಯರ ಸಾಮಾನ್ಯ ಸಭೆ ನಡೆಯಿತು. ತಾಲೂಕು ಕೃಷಿಕ ಸಮಾಜದ ಅಧ್ಯಕ್ಷ ಶಿವಪ್ಪಗೌಡ ಬಿರಾದಾರ, ಸಹಾಯಕ ಕೃಷಿ ನಿರ್ದೇಶಕ ಪ್ರಶಾಂತ ಸಾಣೆ, ಕೃಷಿ ಅಧಿಕಾರಿ ಶಿವಾನಂದ ಹೂವಿನಹಳ್ಳಿ, ಪಶುಪಾಲನಾ ಇಲಾಖೆ ಮುಖ್ಯ ಪಶುವೈದ್ಯಾಧಿಕಾರಿ ಡಾ.ಶರಣಗೌಡ ಬಿ.ಎಂ., ಅರಣ್ಯಾಧಿಕಾರಿ ಇರ್ಷಾದ ನೇವಾರ, ಅಶೋಕ ಅಲ್ಲಾಪೂರ, ರಮೇಶ ಪೂಜಾರ, ಬಸಯ್ಯ ಹಿರೇಮಠ ಸೇರಿದಂತೆ ಇತರರು ಇದ್ದರು. (701, 201, 920, 268)
photo-suresh-lagali (137, 754, 192, 832)
headline: ಕೃಷಿ ಅಭಿವೃದ್ಧಿಗೆ ಕಾರ್ಯಾಗಾರ ಪೂರಕ (444, 96, 625, 114)
article-body: ಸಾಹಿತಿ ಪ್ರಭುದೇವ ಮಾಲಗಿತ್ತಿಮಠ ಮಾತನಾಡಿ, ಬಸವಣ್ಣ ಅಂದು ವಿಶ್ವಮಾನವನಾಗಿ ಮಹಿಳೆಯರಿಗೆ ದಲಿತರಿಗೆ ಹಾಗೂ ಶೂದ್ರರಿಗೆ ಒಳಗಾದವರಿಗೆ ನ್ಯಾಯ ಕೊಡಿಸುವ ಕೆಲಸ ಮಾಡಿದರು. ಇಂದು ಮಹಿಳಾ ಮೀಸಲು ಮಸೂದೆ ಬದ್ಧ ಹೋಗಿರಬಹುದು, ಆದರೆ ಅಂದು ಮಹಿಳಾ ಭಾಗವಹಿಕೆ ನೀಡಿ ಅವರು ನಿಜವಾದ ಸ್ವಾತಂತ್ರ್ಯ ನೀಡಿದವರು ಎಂದು ಹೇಳಿದರು. ಸಾನ್ನಿಧ್ಯ ವಹಿಸಿದ್ದ ಹೊಸ ಮಠದ ಅಮರೇಶ್ವರ ದೇವರು ಮಾತನಾಡಿದರು. ಬಿ.ಪಿ.ಕೋರಿ ಬಸವರಾಜ ನಾಲತವಾಡ, ಪ್ರಭು ಕಡಿ, ಬಾಪುಗೌಡ ಪಾಟೀಲ, ಬಿ.ಪಿ.ಅಟಗಿ, ಮುರಿಗೆಪ್ಪ ಮೋಟಗಿ, ಮಹಿಬೂಬ ಗೊಳಸಂಗಿ, ಜಗದೀಶ ಕಂಠಿ, ಕಾಮರಾಜ ಬಿರಾದಾರ, ವಿಜಯಕರ, ಕುಮಾರಸ್ವಾಮಿ ಶಿವಯೋಗಿ ಮಠ, ಗೋಪಿ ಮಡಿವಾಳರ, ಅಶೋಕ ನಾಡಗೌಡ, ರಾವಸಾಹೇಬ್ ದೇಸಾಯಿ, ಸಂಗಣ್ಣ ಕಟ್ಟಿ, ಶ್ರೀಕಾಂತ ಚಲವಾದಿ, ಸದ್ದಾಂ ಕುಂಟೋಜಿ, ರಫೀಕ್ ಶಿರೋಳ ಇದ್ದರು. (712, 1002, 920, 1103)
pull-quote-rule (346, 882, 474, 885)
temp-min-label: ಕನಿಷ್ಠ (553, 38, 565, 46)
pull-quote-attribution: ■ ಗುರಲಿಂಗ ದೇವರು, ಪೀಠಾಧಿಪತಿ ನೂರಂದೇಶ್ವರ ವೀರಕ್ತಮಠ ಬೋರಗಿ (346, 841, 474, 861)
section-rule (200, 700, 920, 705)
article-body: ಸಿಂದಗಿ ವೃತ್ತ ನಿರೀಕ್ಷಕ ನಾನಗೌಡ ಪೊಲೀಸಪಾಟೀಲ್ ಹಾಗೂ ಪಿಎಸ್‌ಐ ಶ್ರೀಶಾಂತ ಕಾಂಬಳೆ ನೇತೃತ್ವದಲ್ಲಿ ಸಿಬ್ಬಂದಿ ಬಂದೋಬಸ್ತ್ ಒದಗಿಸಿದರು. ಸಿಂದಗಿ, ಬೋರಗಿ, ಚಿಕ್ಕಸಿಂದಗಿ ಸೇರಿದಂತೆ ಸುತ್ತಲಿನ ಗ್ರಾಮಗಳ ಭಕ್ತರು ಪಾಲ್ಗೊಂಡಿದ್ದರು. (346, 890, 474, 940)
photo-caption: ಮುದ್ದೇಬಿಹಾಳ: ಬಸವ ಜಯಂತಿ ನಿಮಿತ್ತ ನಗರದ ಹೊಸಮಠದ ಆವರಣದಲ್ಲಿ ಬಾಲ ಬಸವನ ತೊಟ್ಟಿಲು ತೂಗುವ ಕಾರ್ಯಕ್ರಮ ನಡೆಯಿತು. ಹೊಸ ಮಠದ ಸ್ವಾಮೀಜಿಗಳಾದ ಅಮರೇಶ್ವರ ದೇವರು ಸುಮಾ ನಾಗಠಾಣ, ಪಾರ್ವತಿ ಪವಾಡಶೆಟ್ಟಿ, ಸುವರ್ಣ ಕಟ್ಟಿ, ಪ್ರೀತಿ ದೇಗಿನಾಳ, ಸುನಿತಾ ಕಟ್ಟಿ, ಗೌರಮ್ಮ ಹೂಗಾರ, ಕವಿತಾ ದಡ್ಡಿ, ಶೋಭಾ ನಾಗಠಾಣ, ಅಕ್ಕಮಹಾದೇವಿ ಸಂಗಾರೆಡ್ಡಿ, ನೀಲಮ್ಮ ಸಂಗಮ ಸೇರಿದಂತೆ ಮಹಿಳೆಯರು ಉಪಸ್ಥಿತರಿದ್ದರು. (212, 211, 432, 284)
article-body (494, 1246, 699, 1352)
temp-max (515, 38, 543, 67)
body-text: ನಗರದ ಪ್ರಖ್ಯಾತ ಹಿರಿಯ ವಕೀಲ ಸುರೇಶ ಹಣಮಂತರಾಯ ಲಗಳಿ (77) ನಿಧನರಾದರು. ಮೃತರು ಸುದೀರ್ಘ ಕಾಲ ಸಾರ್ವಜನಿಕ ಕ್ಷೇತ್ರದಲ್ಲಿ ಸಕ್ರಿಯರಾಗಿದ್ದರು. ಎಸ್.ಎಂ.ಕೃಷ್ಣ ಅವರ ಸರ್ಕಾರದ ಅವಧಿಯಲ್ಲಿ ವಿಜಯಪುರ ನಗರಾಭಿವೃದ್ಧಿ ಪ್ರಾಧಿಕಾರದ ಅಧ್ಯಕ್ಷರಾಗಿ ಸೇವೆ ಸಲ್ಲಿಸಿದ್ದರು. ಮೃತರು ಓರ್ವ ಪುತ್ರ, ಪುತ್ರಿ ಸೇರಿದಂತೆ ಅಪಾರ ಬಂಧು-ಬಳಗ ಹಾಗೂ ಅಭಿಮಾನಿಗಳು ಇದ್ದಾರೆ. ಎಸ್.ಎಚ್.ಲಗಳಿ ಅವರ ನಿಧನಕ್ಕೆ ಸಚಿವ ಎಂ.ಬಿ.ಪಾಟೀಲ ಅವರು ತೀವ್ರ ಸಂತಾಪ ವ್ಯಕ್ತಪಡಿಸಿದ್ದಾರೆ. ಲಗಳಿ ಅವರ ನಿಧನದಿಂದ ಜಿಲ್ಲೆಯು ಒಬ್ಬ ಹಿರಿಯ ಕಾನೂನು ತಜ್ಞರನ್ನು ಹಾಗೂ ಸಮಾಜ ಸೇವಕರನ್ನು ಕಳೆದುಕೊಂಡಂತಾಗಿದೆ ಎಂದು ತಿಳಿಸಿದ್ದಾರೆ. (18, 752, 192, 874)
article-basavadi-main (212, 314, 642, 357)
body-text: ಬಸವಣ್ಣನ ಜನನ ಸಾಧನೆಯ ಬಗ್ಗೆ ಹರಿಹರನ ಬಸವರಾಜ ರಗಳೆ ಹಲವಾರು ರಮ್ಯವಾದ ಕಥೆಗಳ ಮೂಲಕ ಜನಮಾನಸದಲ್ಲಿ ಅಚ್ಚಳಿಯದೆ ಉಳಿದಿದ್ದಾನೆ. ಬೆಂಗಳೂರು ಬಳಿಯ ಹಿರಿಯೂರು ಶಾಸನ, ಬೆಳಗಾವಿ ಜಿಲ್ಲೆಯ ಅರ್ಜುನ ಗಡ, ಗುಡಿಹಾಳ, ಸವದತ್ತಿಯ ರಟ್ಟರಾಜರು ಬರೆಸಿದ ಹಲವಾರು ಶಾಸನಗಳು ಬಸವಣ್ಣನ ವರ್ಣನೆ ಮಾಡುತ್ತವೆ ಎಂದು ನಾಲತವಾಡ ವೀರೇಶ್ವರ ಸಂಸ್ಥೆಯ ಪಿಯು ಕಾಲೇಜಿನ ಪ್ರಾಂಶುಪಾಲ ಡಾ.ಡಿ.ಆರ್.ಮಳಖೇಡ ಹೇಳಿದರು. ನಗರದ ಹೊಸಮಠದ ಆವರಣದಲ್ಲಿ ವೀರಶೈವ ಲಿಂಗಾಯತ ಸಮಾಜದ ವತಿಯಿಂದ ಬಸವ ಜಯಂತಿ ನಿಮಿತ್ತ ಹಮ್ಮಿಕೊಳ್ಳಲಾಗಿದ್ದ ಸಾರ್ವಜನಿಕ ಸಭೆಯಲ್ಲಿ ಮಾತನಾಡಿದ ಅವರು, ಸಂಶೋಧಕ ಎಂಎಂ ಕಲಬುರ್ಗಿ ಅವರು ಕೂಡ ಬಸವಣ್ಣ ಪೌರಾಣಿಕ ವ್ಯಕ್ತಿ ಎಂದು ತಿಳಿದಿದ್ದರು ಆದರೆ ಹಲವಾರು ಶಾಸನಗಳನ್ನು ಓದಿದ ಮೇಲೆ ನಿಜವಾದ ಸಾಧನೆಗಳನ್ನು ಮೆಚ್ಚಿ, ಮಾರ್ಗ ಎಂಬ ಸಂಶೋಧನಾ ಗ್ರಂಥಗಳನ್ನು ಬಿಡುಗಡೆ ಮಾಡಿದರು. ಮುದ್ದೇಬಿಹಾಳದಲ್ಲಿ ಚನ್ನಬಸವಣ್ಣನ ವಂಶಸ್ಥರು ಇದ್ದರು ಎಂದು ತಿಳಿದು ಬರುತ್ತದೆ ಎಂದು ಹೇಳಿದರು. (488, 958, 708, 1070)
registration-dot-black (623, 1438, 632, 1447)
headline: ಬಸವ ಜಯಂತಿ: ಮೆರವಣಿಗೆ (494, 1152, 622, 1168)
dateline: • ನಾಲತವಾಡ: (488, 742, 526, 751)
column-divider (237, 1150, 238, 1440)
dateline: • ವಿಜಯಪುರ: (709, 1174, 748, 1183)
pull-quote (362, 478, 500, 552)
degree-symbol: ° (576, 48, 581, 58)
print-registration-marks (89, 1438, 131, 1447)
body-text: ಬಸವನ ಬಾಗೇವಾಡಿ ಅಭಿವೃದ್ಧಿ ಪ್ರಾಧಿಕಾರ ನೇತೃತ್ವದಲ್ಲಿ ಸ್ಥಳೀಯ ಬಸವೇಶ್ವರ ದೇವಾಲಯ ಆವರಣದಲ್ಲಿ ಹಾಗೂ ಬಸವಜನ್ಮ ಸ್ಮಾರಕ ಭವನದಲ್ಲಿ ವಿಶ್ವಗುರು ಸಾಂಸ್ಕೃತಿಕ ನಾಯಕ ಬಸವೇಶ್ವರರ ಜಯಂತ್ಯುತ್ಸವದ ನಿಮಿತ್ತ ಸೋಮವಾರ ಬಸವೇಶ್ವರ ತೊಟ್ಟಿಲು ಮತ್ತು ನಾಮಕರಣ ಸಮಾರಂಭ ಆಚರಿಸಲಾಯಿತು. ಸೋಮವಾರ ಬೆಳಗ್ಗೆ ಸ್ಥಳೀಯ ವಿರಕ್ತಮಠದಿಂದ ಸಿದ್ದಲಿಂಗ ಸ್ವಾಮೀಜಿ ಅವರನ್ನು ಸಕಲ ವಾದ್ಯವೈಭವಗಳೊಂದಿಗೆ ಸ್ಥಳೀಯ ಬಸವೇಶ್ವರ ದೇವಾಲಯಕ್ಕೆ ಕರೆ ತರಲಾಯಿತು, ದೇವಾಲಯದಲ್ಲಿ ಮೂಲನಂದೀಶ್ವರನಿಗೆ ವಿಶೇಷ ಪೂಜೆ ನೆರವೇರಿಸಲಾಯಿತು. ನಂತರ ಬಸವೇಶ್ವರ ದೇವಾಲಯದ ಸಭಾಂಗಣದಲ್ಲಿ ತೊಟ್ಟಿಲೋತ್ಸವ ಸಮಾರಂಭ ಜರುಗಿತು. ಶಿವಾನಂದ ಪಾಟೀಲರ ಸಮ್ಮುಖದಲ್ಲಿ ಮುತ್ತೈದೆಯರು ಜೋಗುಳ ಪದಗಳನ್ನು ಹಾಡಿ ಬಾಲ ಬಸವಣ್ಣನವರ ಮೂರ್ತಿಯನ್ನು ತೊಟ್ಟಿಲಿಗೆ ಹಾಕಿ ನಾಮಕರಣ ಮಾಡಿದರು. ಸ್ಥಳೀಯ ಬಸವಜನ್ಮ ಸ್ಮಾರಕದಲ್ಲಿ ನಡೆದ ಬಸವೇಶ್ವರ ನಾಮಕರಣದ ನಂತರ ಕಡಲೆಕಾಳು, ಮುರಳಿ, ಜೋಳ, ಗೋಧಿ ಮಿಶ್ರಣ ಮಾಡಿ ಬೇಯಿಸಿದ ಗುಗ್ಗರಿಯನ್ನು ವಿತರಿಸಿ ಭಕ್ತಿಯಿಂದ ಮೆರೆದರು. ಪ್ರಾಧಿಕಾರ ಆಯುಕ್ತ ಗುರುನಾಥ ದಡ್ಡೆ, ತಹಶೀಲ್ದಾರ್ ವೈ.ಎಸ್.ಸೋಮನಕಟ್ಟಿ, ಡಿವೈಎಸ್‌ಪಿ ಬಲ್ಲಪ್ಪ ನಂದಗಾಂವಿ, ಮುಖಂಡರಾದ ಈರಣ್ಣ ಪಟ್ಟಣಶೆಟ್ಟಿ, ಬಸವರಾಜ ಹಾರಿವಾಳ, ಬಸವರಾಜ ಗೋಳಸಂಗಿ, ಜಗದೀಶ ಕೊಟ್ರಶೆಟ್ಟಿ ಸೇರಿದಂತೆ ಇತರರು ಇದ್ದರು. (655, 335, 920, 467)
headline: ಸುರೇಶ ಲಗಳಿ ನಿಧನ (95, 733, 192, 751)
